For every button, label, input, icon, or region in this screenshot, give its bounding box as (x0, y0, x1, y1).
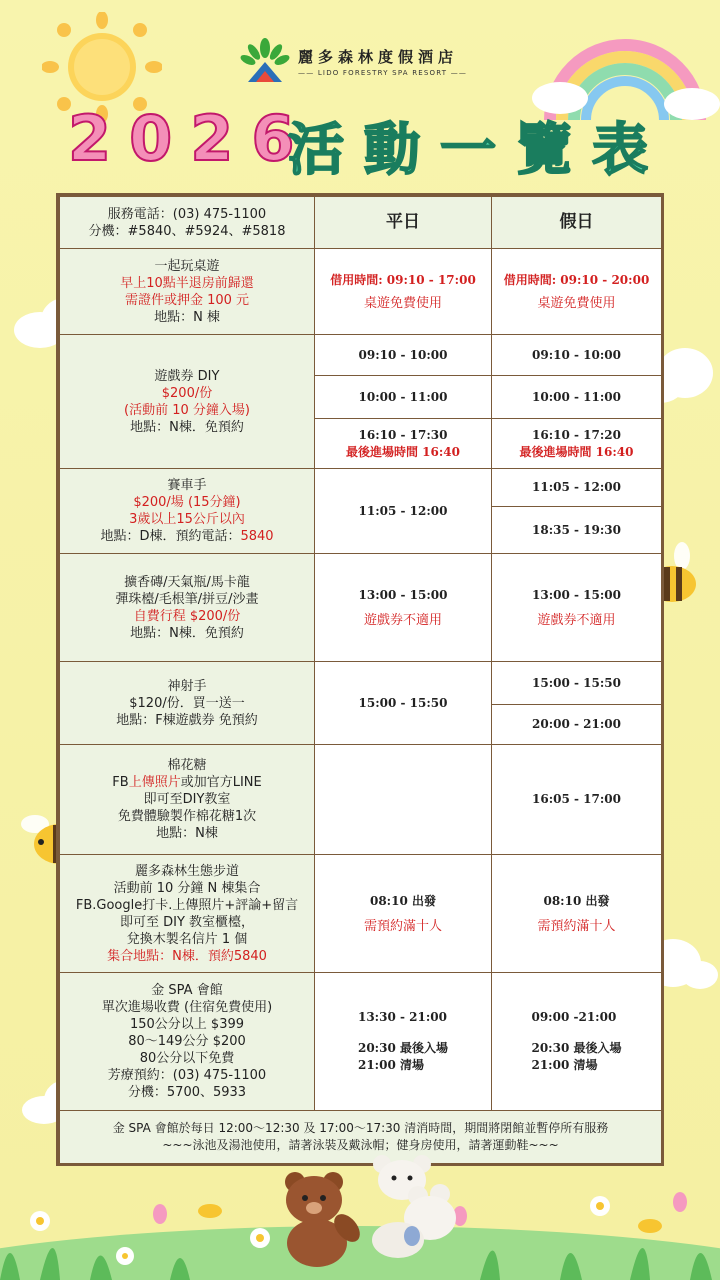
title-text: 活動一覽表 (288, 118, 668, 183)
holiday-cell (492, 419, 662, 469)
table-row (60, 554, 662, 662)
activity-phone: 芳療預約：(03) 475-1100 (107, 1068, 267, 1083)
activity-name: 賽車手 (167, 478, 207, 493)
time-slot: 16:10 - 17:20 (532, 427, 621, 442)
time-note: 20:30 最後入場 (531, 1041, 622, 1055)
activity-location: 地點：N棟．免預約 (130, 419, 244, 435)
time-slot: 20:00 - 21:00 (492, 705, 662, 745)
weekday-cell (315, 554, 492, 662)
activity-note: (活動前 10 分鐘入場) (124, 402, 250, 418)
activity-table (56, 193, 664, 1166)
time-slot: 13:30 - 21:00 (357, 1010, 447, 1024)
time-note: 遊戲券不適用 (537, 612, 616, 628)
holiday-cell (492, 973, 662, 1111)
activity-price: $200/份 (161, 385, 213, 401)
table-row (60, 335, 662, 376)
location-text: 地點：D棟．預約電話： (100, 529, 241, 544)
weekday-cell (315, 419, 492, 469)
activity-name: 神射手 (167, 678, 207, 694)
brand-subtitle: —— LIDO FORESTRY SPA RESORT —— (298, 69, 468, 77)
activity-cell-trail (60, 855, 315, 973)
activity-name: 麗多森林生態步道 (134, 863, 239, 879)
time-note: 最後進場時間 16:40 (519, 444, 634, 459)
time-note: 20:30 最後入場 (357, 1041, 448, 1055)
brand-logo (240, 38, 490, 88)
activity-name: 棉花糖 (167, 758, 207, 773)
time-slot: 13:00 - 15:00 (358, 587, 448, 602)
weekday-cell (315, 249, 492, 335)
activity-price: 80公分以下免費 (139, 1051, 235, 1066)
time-note: 21:00 清場 (357, 1058, 424, 1072)
activity-cell-craft (60, 554, 315, 662)
activity-note (62, 774, 312, 791)
table-row (60, 662, 662, 705)
activity-name: 擴香磚/天氣瓶/馬卡龍 (124, 574, 250, 590)
activity-price: 150公分以上 $399 (129, 1017, 245, 1032)
activity-location: 地點：N棟．免預約 (130, 625, 244, 641)
activity-note: 單次進場收費 (住宿免費使用) (101, 1000, 273, 1015)
time-slot: 借用時間: 09:10 - 17:00 (330, 272, 476, 287)
table-row (60, 855, 662, 973)
note-highlight: 上傳照片 (128, 775, 181, 790)
time-note: 最後進場時間 16:40 (345, 444, 460, 459)
activity-cell-cotton-candy (60, 745, 315, 855)
activity-cell-racer (60, 469, 315, 554)
page-title (60, 100, 680, 190)
activity-name: 遊戲券 DIY (154, 368, 220, 384)
time-slot: 08:10 出發 (369, 893, 436, 908)
service-ext: 分機：#5840、#5924、#5818 (88, 223, 286, 239)
time-note: 需預約滿十人 (363, 918, 442, 934)
activity-cell-spa (60, 973, 315, 1111)
time-slot: 13:00 - 15:00 (532, 587, 621, 602)
activity-name: 一起玩桌遊 (154, 258, 220, 274)
title-year: 2026 (68, 102, 313, 175)
time-slot: 08:10 出發 (543, 893, 610, 908)
activity-name: 金 SPA 會館 (151, 983, 223, 998)
time-note: 遊戲券不適用 (363, 612, 442, 628)
activity-location: 地點：N棟 (156, 826, 218, 841)
activity-cell-archer (60, 662, 315, 745)
holiday-cell (492, 855, 662, 973)
activity-location (62, 528, 312, 545)
time-slot: 11:05 - 12:00 (492, 469, 662, 507)
brown-bear-icon (275, 1168, 365, 1268)
time-slot: 15:00 - 15:50 (492, 662, 662, 705)
time-slot: 16:10 - 17:30 (358, 427, 448, 442)
holiday-cell (492, 554, 662, 662)
activity-name: 彈珠檯/毛根筆/拼豆/沙畫 (115, 591, 259, 607)
time-slot: 借用時間: 09:10 - 20:00 (503, 272, 650, 287)
note-text: FB (112, 775, 129, 790)
activity-location: 集合地點：N棟．預約5840 (107, 948, 267, 964)
time-note: 桌遊免費使用 (363, 295, 442, 311)
location-phone: 5840 (240, 529, 274, 544)
activity-price: 80～149公分 $200 (128, 1034, 246, 1049)
activity-note: 即可至 DIY 教室櫃檯， (119, 914, 255, 930)
time-slot: 09:10 - 10:00 (315, 335, 492, 376)
weekday-cell (315, 973, 492, 1111)
table-row (60, 973, 662, 1111)
activity-note: 免費體驗製作棉花糖1次 (117, 809, 257, 824)
holiday-header: 假日 (492, 197, 662, 249)
footer-line: ~~~泳池及湯池使用，請著泳裝及戴泳帽；健身房使用，請著運動鞋~~~ (162, 1138, 559, 1152)
service-info-cell (60, 197, 315, 249)
activity-note: 3歲以上15公斤以內 (129, 512, 245, 527)
holiday-cell (492, 249, 662, 335)
activity-location: 地點：F棟遊戲券 免預約 (116, 712, 258, 728)
time-slot: 11:05 - 12:00 (315, 469, 492, 554)
table-row (60, 249, 662, 335)
activity-note: 即可至DIY教室 (143, 792, 231, 807)
activity-price: $120/份．買一送一 (129, 695, 245, 711)
activity-note: 早上10點半退房前歸還 (120, 275, 254, 291)
time-slot: 09:10 - 10:00 (492, 335, 662, 376)
weekday-cell (315, 855, 492, 973)
note-text: 或加官方LINE (180, 775, 262, 790)
time-slot: 15:00 - 15:50 (315, 662, 492, 745)
tree-logo-icon (240, 38, 290, 84)
activity-cell-diy (60, 335, 315, 469)
time-note: 21:00 清場 (531, 1058, 598, 1072)
time-note: 桌遊免費使用 (537, 295, 616, 311)
weekday-header: 平日 (315, 197, 492, 249)
activity-cell-boardgame (60, 249, 315, 335)
activity-price: 自費行程 $200/份 (133, 608, 241, 624)
time-note: 需預約滿十人 (537, 918, 616, 934)
activity-price: $200/場 (15分鐘) (133, 495, 241, 510)
service-phone: 服務電話：(03) 475-1100 (107, 206, 267, 222)
time-slot: 16:05 - 17:00 (492, 745, 662, 855)
brand-subtitle-text: LIDO FORESTRY SPA RESORT (317, 69, 448, 77)
table-row (60, 469, 662, 507)
time-slot: 10:00 - 11:00 (492, 376, 662, 419)
weekday-cell (315, 745, 492, 855)
activity-note: 兌換木製名信片 1 個 (126, 931, 248, 947)
activity-note: 需證件或押金 100 元 (124, 292, 250, 308)
activity-location: 地點：N 棟 (154, 309, 220, 325)
time-slot: 09:00 -21:00 (531, 1010, 617, 1024)
white-bear-icon (360, 1150, 460, 1260)
activity-ext: 分機：5700、5933 (127, 1085, 247, 1100)
activity-note: 活動前 10 分鐘 N 棟集合 (113, 880, 261, 896)
table-row (60, 745, 662, 855)
activity-note: FB.Google打卡.上傳照片+評論+留言 (75, 897, 299, 913)
time-slot: 18:35 - 19:30 (492, 507, 662, 554)
time-slot: 10:00 - 11:00 (315, 376, 492, 419)
footer-line: 金 SPA 會館於每日 12:00～12:30 及 17:00～17:30 清消時間，期間將閉館並暫停所有服務 (112, 1121, 609, 1135)
brand-name: 麗多森林度假酒店 (298, 48, 459, 66)
